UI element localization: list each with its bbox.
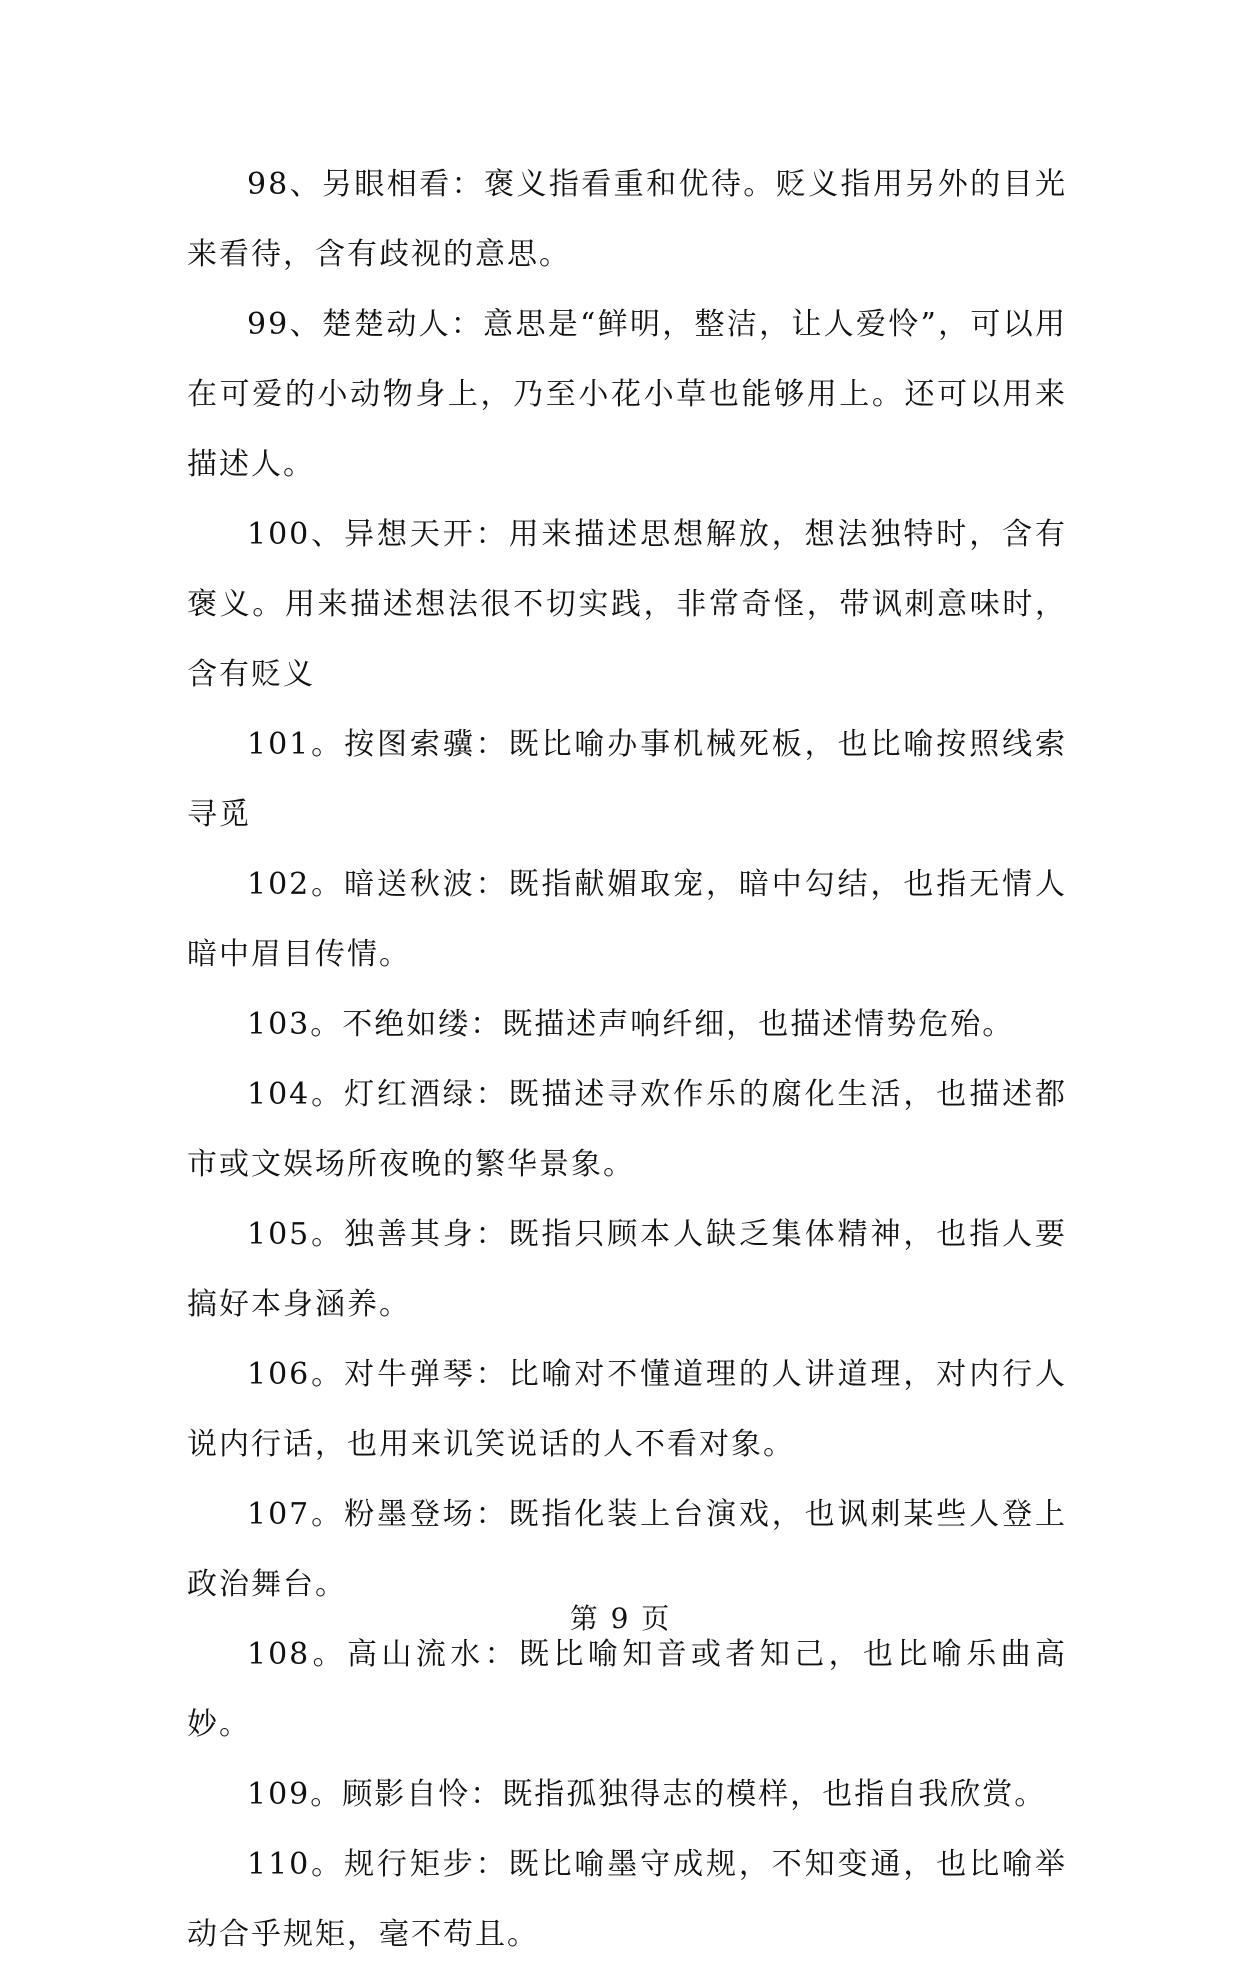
paragraph-105: 105。独善其身：既指只顾本人缺乏集体精神，也指人要搞好本身涵养。 — [187, 1217, 1067, 1322]
paragraph-110: 110。规行矩步：既比喻墨守成规，不知变通，也比喻举动合乎规矩，毫不苟且。 — [187, 1847, 1067, 1952]
paragraph-99: 99、楚楚动人：意思是“鲜明，整洁，让人爱怜”，可以用在可爱的小动物身上，乃至小花小草也能够用上。还可以用来描述人。 — [187, 307, 1067, 482]
paragraph-106: 106。对牛弹琴：比喻对不懂道理的人讲道理，对内行人说内行话，也用来讥笑说话的人不看对象。 — [187, 1357, 1067, 1462]
paragraph-102: 102。暗送秋波：既指献媚取宠，暗中勾结，也指无情人暗中眉目传情。 — [187, 867, 1067, 972]
paragraph-108: 108。高山流水：既比喻知音或者知己，也比喻乐曲高妙。 — [187, 1637, 1067, 1742]
paragraph-101: 101。按图索骥：既比喻办事机械死板，也比喻按照线索寻觅 — [187, 727, 1067, 832]
paragraph-100: 100、异想天开：用来描述思想解放，想法独特时，含有褒义。用来描述想法很不切实践，非常奇怪，带讽刺意味时，含有贬义 — [187, 517, 1067, 692]
page-number: 第 9 页 — [569, 1602, 672, 1635]
paragraph-109: 109。顾影自怜：既指孤独得志的模样，也指自我欣赏。 — [247, 1777, 1047, 1812]
paragraph-104: 104。灯红酒绿：既描述寻欢作乐的腐化生活，也描述都市或文娱场所夜晚的繁华景象。 — [187, 1077, 1067, 1182]
document-body — [187, 150, 1067, 1970]
paragraph-103: 103。不绝如缕：既描述声响纤细，也描述情势危殆。 — [247, 1007, 1015, 1042]
paragraph-98: 98、另眼相看：褒义指看重和优待。贬义指用另外的目光来看待，含有歧视的意思。 — [187, 167, 1067, 272]
paragraph-107: 107。粉墨登场：既指化装上台演戏，也讽刺某些人登上政治舞台。 — [187, 1497, 1067, 1602]
